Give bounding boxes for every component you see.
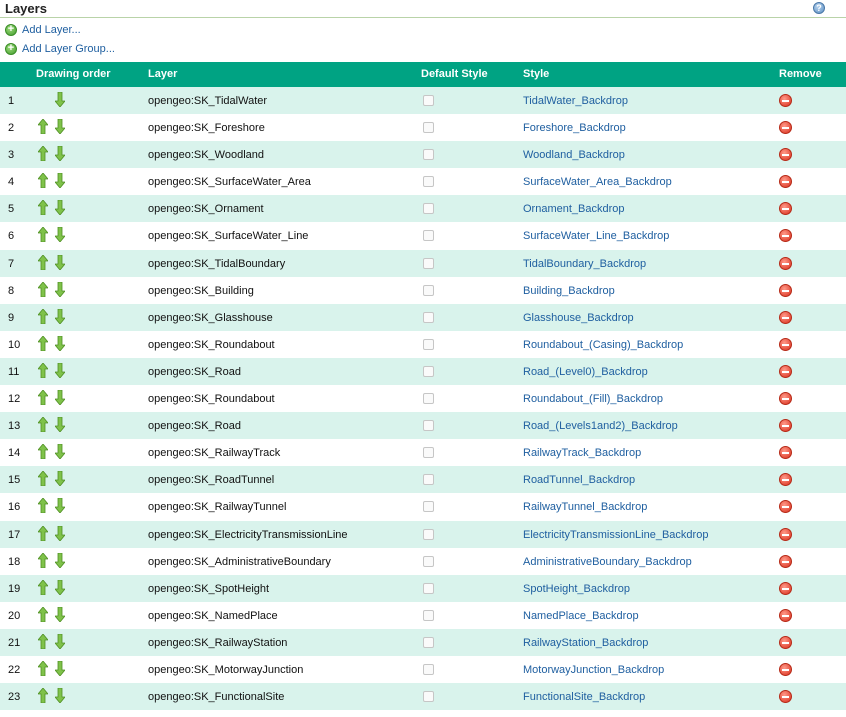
move-down-icon[interactable]: [55, 255, 65, 270]
row-number: 16: [8, 501, 21, 514]
table-row: [0, 602, 846, 629]
move-up-icon[interactable]: [38, 227, 48, 242]
header-drawing-order[interactable]: Drawing order: [36, 68, 111, 80]
remove-icon[interactable]: [779, 392, 792, 405]
table-header: [0, 62, 846, 87]
table-row: [0, 683, 846, 710]
layer-name: opengeo:SK_MotorwayJunction: [148, 663, 304, 676]
move-up-icon[interactable]: [38, 607, 48, 622]
remove-icon[interactable]: [779, 690, 792, 703]
layer-name: opengeo:SK_Road: [148, 365, 241, 378]
move-up-icon[interactable]: [38, 471, 48, 486]
style-link[interactable]: Ornament_Backdrop: [523, 203, 625, 216]
style-link[interactable]: Foreshore_Backdrop: [523, 122, 626, 135]
layer-name: opengeo:SK_Building: [148, 284, 254, 297]
row-number: 17: [8, 528, 21, 541]
layer-name: opengeo:SK_SpotHeight: [148, 582, 270, 595]
row-number: 7: [8, 257, 15, 270]
layer-name: opengeo:SK_SurfaceWater_Area: [148, 176, 311, 189]
layer-name: opengeo:SK_Roundabout: [148, 393, 275, 406]
add-layer-group-button[interactable]: [5, 42, 115, 56]
table-row: [0, 358, 846, 385]
move-down-icon[interactable]: [55, 146, 65, 161]
add-layer-label: Add Layer...: [22, 24, 81, 36]
style-link[interactable]: Roundabout_(Casing)_Backdrop: [523, 338, 684, 351]
row-number: 5: [8, 203, 15, 216]
move-up-icon[interactable]: [38, 255, 48, 270]
move-down-icon[interactable]: [55, 336, 65, 351]
default-style-checkbox[interactable]: [423, 637, 434, 648]
remove-icon[interactable]: [779, 473, 792, 486]
remove-icon[interactable]: [779, 311, 792, 324]
table-row: [0, 493, 846, 520]
style-link[interactable]: TidalBoundary_Backdrop: [523, 257, 647, 270]
table-row: [0, 412, 846, 439]
layer-name: opengeo:SK_ElectricityTransmissionLine: [148, 528, 348, 541]
layer-name: opengeo:SK_TidalBoundary: [148, 257, 286, 270]
move-down-icon[interactable]: [55, 417, 65, 432]
move-down-icon[interactable]: [55, 661, 65, 676]
move-down-icon[interactable]: [55, 200, 65, 215]
move-down-icon[interactable]: [55, 634, 65, 649]
table-row: [0, 304, 846, 331]
table-row: [0, 521, 846, 548]
default-style-checkbox[interactable]: [423, 529, 434, 540]
add-layer-group-label: Add Layer Group...: [22, 43, 115, 55]
row-number: 20: [8, 609, 21, 622]
remove-icon[interactable]: [779, 257, 792, 270]
move-up-icon[interactable]: [38, 119, 48, 134]
layer-name: opengeo:SK_Foreshore: [148, 122, 265, 135]
move-down-icon[interactable]: [55, 580, 65, 595]
default-style-checkbox[interactable]: [423, 393, 434, 404]
layer-name: opengeo:SK_Road: [148, 420, 241, 433]
move-up-icon[interactable]: [38, 146, 48, 161]
style-link[interactable]: ElectricityTransmissionLine_Backdrop: [523, 528, 709, 541]
style-link[interactable]: Road_(Level0)_Backdrop: [523, 365, 648, 378]
row-number: 14: [8, 447, 21, 460]
layer-name: opengeo:SK_RailwayTunnel: [148, 501, 287, 514]
table-row: [0, 548, 846, 575]
move-down-icon[interactable]: [55, 526, 65, 541]
layer-name: opengeo:SK_NamedPlace: [148, 609, 278, 622]
row-number: 15: [8, 474, 21, 487]
row-number: 4: [8, 176, 15, 189]
move-up-icon[interactable]: [38, 580, 48, 595]
remove-icon[interactable]: [779, 338, 792, 351]
table-row: [0, 195, 846, 222]
table-row: [0, 114, 846, 141]
layers-table-body: [0, 87, 846, 710]
move-down-icon[interactable]: [55, 390, 65, 405]
header-remove: Remove: [779, 68, 822, 80]
style-link[interactable]: MotorwayJunction_Backdrop: [523, 663, 665, 676]
default-style-checkbox[interactable]: [423, 583, 434, 594]
default-style-checkbox[interactable]: [423, 312, 434, 323]
style-link[interactable]: RailwayStation_Backdrop: [523, 636, 649, 649]
move-up-icon[interactable]: [38, 526, 48, 541]
default-style-checkbox[interactable]: [423, 95, 434, 106]
move-up-icon[interactable]: [38, 688, 48, 703]
remove-icon[interactable]: [779, 555, 792, 568]
remove-icon[interactable]: [779, 284, 792, 297]
move-down-icon[interactable]: [55, 309, 65, 324]
remove-icon[interactable]: [779, 500, 792, 513]
move-up-icon[interactable]: [38, 417, 48, 432]
table-row: [0, 385, 846, 412]
row-number: 1: [8, 95, 15, 107]
move-down-icon[interactable]: [55, 553, 65, 568]
style-link[interactable]: Road_(Levels1and2)_Backdrop: [523, 420, 678, 433]
move-down-icon[interactable]: [55, 227, 65, 242]
move-down-icon[interactable]: [55, 282, 65, 297]
table-row: [0, 656, 846, 683]
table-row: [0, 439, 846, 466]
layer-name: opengeo:SK_Woodland: [148, 149, 265, 162]
move-up-icon[interactable]: [38, 309, 48, 324]
table-row: [0, 629, 846, 656]
remove-icon[interactable]: [779, 202, 792, 215]
table-row: [0, 277, 846, 304]
style-link[interactable]: RailwayTunnel_Backdrop: [523, 501, 648, 514]
table-row: [0, 222, 846, 249]
row-number: 8: [8, 284, 15, 297]
row-number: 12: [8, 393, 21, 406]
remove-icon[interactable]: [779, 609, 792, 622]
move-down-icon[interactable]: [55, 498, 65, 513]
layer-name: opengeo:SK_Glasshouse: [148, 311, 273, 324]
table-row: [0, 250, 846, 277]
move-down-icon[interactable]: [55, 688, 65, 703]
default-style-checkbox[interactable]: [423, 230, 434, 241]
row-number: 19: [8, 582, 21, 595]
move-up-icon[interactable]: [38, 173, 48, 188]
style-link[interactable]: SpotHeight_Backdrop: [523, 582, 631, 595]
remove-icon[interactable]: [779, 148, 792, 161]
style-link[interactable]: AdministrativeBoundary_Backdrop: [523, 555, 692, 568]
default-style-checkbox[interactable]: [423, 285, 434, 296]
style-link[interactable]: Roundabout_(Fill)_Backdrop: [523, 393, 664, 406]
header-style[interactable]: Style: [523, 68, 550, 80]
layer-name: opengeo:SK_SurfaceWater_Line: [148, 230, 309, 243]
default-style-checkbox[interactable]: [423, 339, 434, 350]
add-layer-button[interactable]: [5, 23, 81, 37]
row-number: 18: [8, 555, 21, 568]
remove-icon[interactable]: [779, 636, 792, 649]
layer-name: opengeo:SK_TidalWater: [148, 95, 268, 107]
default-style-checkbox[interactable]: [423, 610, 434, 621]
move-up-icon[interactable]: [38, 336, 48, 351]
table-row: [0, 331, 846, 358]
move-up-icon[interactable]: [38, 444, 48, 459]
remove-icon[interactable]: [779, 175, 792, 188]
move-down-icon[interactable]: [55, 119, 65, 134]
default-style-checkbox[interactable]: [423, 420, 434, 431]
default-style-checkbox[interactable]: [423, 122, 434, 133]
style-link[interactable]: NamedPlace_Backdrop: [523, 609, 639, 622]
default-style-checkbox[interactable]: [423, 203, 434, 214]
default-style-checkbox[interactable]: [423, 474, 434, 485]
remove-icon[interactable]: [779, 94, 792, 107]
default-style-checkbox[interactable]: [423, 501, 434, 512]
table-row: [0, 466, 846, 493]
remove-icon[interactable]: [779, 365, 792, 378]
layer-name: opengeo:SK_RailwayTrack: [148, 447, 281, 460]
move-down-icon[interactable]: [55, 173, 65, 188]
remove-icon[interactable]: [779, 121, 792, 134]
default-style-checkbox[interactable]: [423, 258, 434, 269]
layer-name: opengeo:SK_FunctionalSite: [148, 691, 285, 704]
move-down-icon[interactable]: [55, 92, 65, 107]
move-up-icon[interactable]: [38, 498, 48, 513]
move-down-icon[interactable]: [55, 471, 65, 486]
add-icon: +: [5, 43, 17, 55]
style-link[interactable]: Building_Backdrop: [523, 284, 615, 297]
row-number: 22: [8, 663, 21, 676]
table-row: [0, 168, 846, 195]
style-link[interactable]: SurfaceWater_Line_Backdrop: [523, 230, 670, 243]
row-number: 2: [8, 122, 15, 135]
move-up-icon[interactable]: [38, 390, 48, 405]
layer-name: opengeo:SK_Roundabout: [148, 338, 275, 351]
remove-icon[interactable]: [779, 582, 792, 595]
layer-name: opengeo:SK_Ornament: [148, 203, 264, 216]
row-number: 3: [8, 149, 15, 162]
style-link[interactable]: FunctionalSite_Backdrop: [523, 691, 646, 704]
row-number: 10: [8, 338, 21, 351]
table-row: [0, 575, 846, 602]
layer-name: opengeo:SK_RailwayStation: [148, 636, 288, 649]
style-link[interactable]: TidalWater_Backdrop: [523, 95, 628, 107]
row-number: 21: [8, 636, 21, 649]
layer-name: opengeo:SK_RoadTunnel: [148, 474, 275, 487]
default-style-checkbox[interactable]: [423, 149, 434, 160]
move-up-icon[interactable]: [38, 282, 48, 297]
help-icon[interactable]: ?: [813, 2, 825, 14]
header-layer[interactable]: Layer: [148, 68, 178, 80]
row-number: 13: [8, 420, 21, 433]
row-number: 11: [8, 365, 20, 378]
remove-icon[interactable]: [779, 419, 792, 432]
style-link[interactable]: Glasshouse_Backdrop: [523, 311, 634, 324]
row-number: 23: [8, 691, 21, 704]
header-default-style[interactable]: Default Style: [421, 68, 488, 80]
move-down-icon[interactable]: [55, 607, 65, 622]
style-link[interactable]: RailwayTrack_Backdrop: [523, 447, 642, 460]
default-style-checkbox[interactable]: [423, 366, 434, 377]
row-number: 6: [8, 230, 15, 243]
move-down-icon[interactable]: [55, 363, 65, 378]
move-up-icon[interactable]: [38, 363, 48, 378]
move-up-icon[interactable]: [38, 634, 48, 649]
default-style-checkbox[interactable]: [423, 691, 434, 702]
style-link[interactable]: RoadTunnel_Backdrop: [523, 474, 636, 487]
row-number: 9: [8, 311, 15, 324]
remove-icon[interactable]: [779, 663, 792, 676]
move-up-icon[interactable]: [38, 661, 48, 676]
move-up-icon[interactable]: [38, 200, 48, 215]
move-down-icon[interactable]: [55, 444, 65, 459]
add-icon: +: [5, 24, 17, 36]
style-link[interactable]: Woodland_Backdrop: [523, 149, 625, 162]
remove-icon[interactable]: [779, 446, 792, 459]
panel-header: [0, 0, 846, 18]
default-style-checkbox[interactable]: [423, 447, 434, 458]
default-style-checkbox[interactable]: [423, 176, 434, 187]
panel-title: Layers: [5, 1, 47, 16]
table-row: [0, 141, 846, 168]
layer-name: opengeo:SK_AdministrativeBoundary: [148, 555, 331, 568]
move-up-icon[interactable]: [38, 553, 48, 568]
table-row: [0, 87, 846, 114]
remove-icon[interactable]: [779, 229, 792, 242]
style-link[interactable]: SurfaceWater_Area_Backdrop: [523, 176, 672, 189]
default-style-checkbox[interactable]: [423, 556, 434, 567]
default-style-checkbox[interactable]: [423, 664, 434, 675]
remove-icon[interactable]: [779, 528, 792, 541]
